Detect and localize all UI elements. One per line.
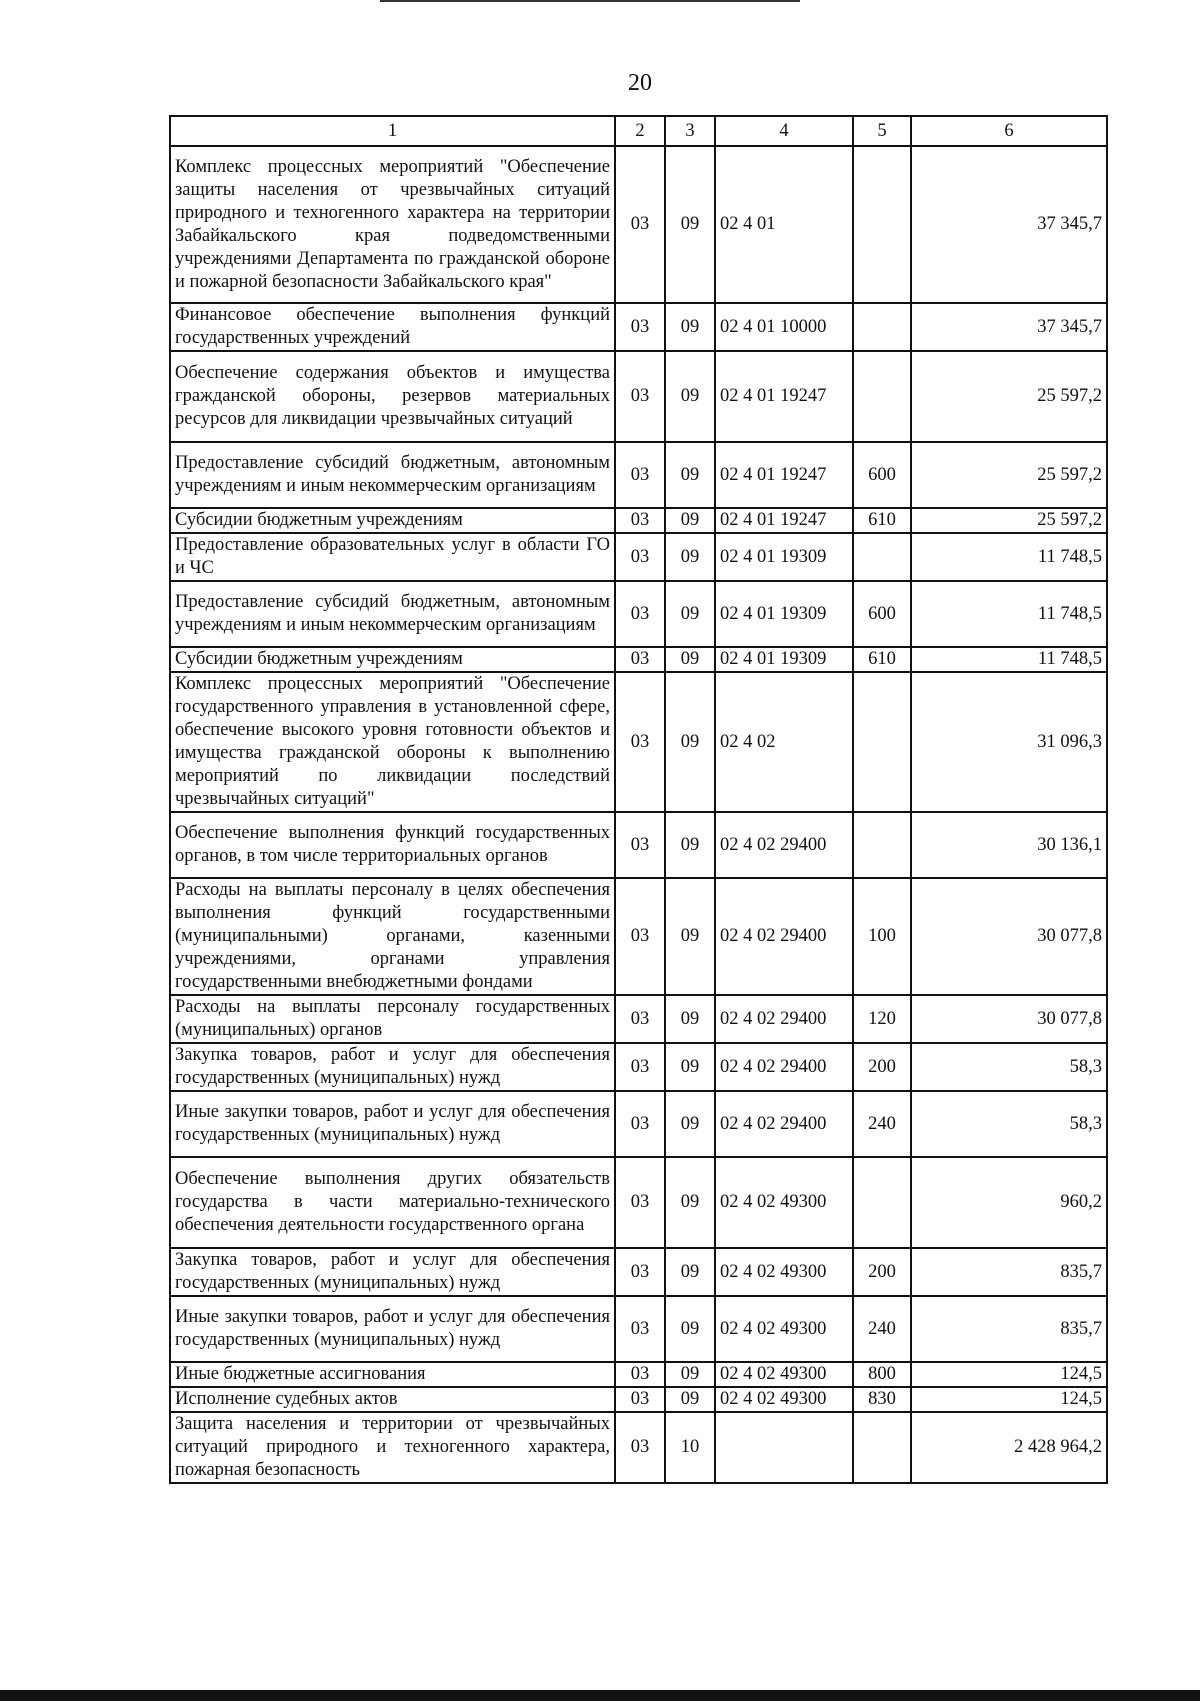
row-subsection: 09 — [665, 533, 715, 581]
row-name: Комплекс процессных мероприятий "Обеспечение государственного управления в установленной сфере, обеспечение высокого уровня готовности объектов и имущества гражданской обороны к выполнению мероприятий по ликвидации последствий чрезвычайных ситуаций" — [170, 672, 615, 812]
row-expense-type: 610 — [853, 508, 911, 533]
row-target-code: 02 4 01 19309 — [715, 581, 853, 647]
row-section: 03 — [615, 1362, 665, 1387]
row-target-code: 02 4 02 49300 — [715, 1248, 853, 1296]
row-amount: 25 597,2 — [911, 508, 1107, 533]
table-row — [170, 1362, 1107, 1387]
table-row — [170, 812, 1107, 878]
row-section: 03 — [615, 146, 665, 303]
row-section: 03 — [615, 533, 665, 581]
row-subsection: 09 — [665, 1362, 715, 1387]
col-header-2: 2 — [615, 116, 665, 146]
row-target-code: 02 4 02 29400 — [715, 1043, 853, 1091]
row-name: Обеспечение содержания объектов и имущества гражданской обороны, резервов материальных ресурсов для ликвидации чрезвычайных ситуаций — [170, 351, 615, 442]
table-row — [170, 672, 1107, 812]
col-header-5: 5 — [853, 116, 911, 146]
row-amount: 835,7 — [911, 1296, 1107, 1362]
budget-table — [169, 115, 1108, 1484]
row-subsection: 09 — [665, 1387, 715, 1412]
row-subsection: 09 — [665, 146, 715, 303]
row-amount: 11 748,5 — [911, 533, 1107, 581]
row-section: 03 — [615, 1157, 665, 1248]
row-expense-type: 600 — [853, 442, 911, 508]
row-target-code: 02 4 01 — [715, 146, 853, 303]
row-name: Обеспечение выполнения функций государственных органов, в том числе территориальных органов — [170, 812, 615, 878]
table-row — [170, 1387, 1107, 1412]
row-target-code: 02 4 02 49300 — [715, 1387, 853, 1412]
row-section: 03 — [615, 672, 665, 812]
row-subsection: 09 — [665, 442, 715, 508]
row-section: 03 — [615, 1412, 665, 1483]
row-name: Иные закупки товаров, работ и услуг для обеспечения государственных (муниципальных) нужд — [170, 1296, 615, 1362]
table-row — [170, 1157, 1107, 1248]
row-amount: 58,3 — [911, 1043, 1107, 1091]
row-target-code: 02 4 02 29400 — [715, 878, 853, 995]
row-section: 03 — [615, 812, 665, 878]
row-target-code: 02 4 02 49300 — [715, 1296, 853, 1362]
table-row — [170, 581, 1107, 647]
row-section: 03 — [615, 1248, 665, 1296]
row-section: 03 — [615, 351, 665, 442]
row-section: 03 — [615, 1387, 665, 1412]
table-row — [170, 1043, 1107, 1091]
table-header-row — [170, 116, 1107, 146]
col-header-4: 4 — [715, 116, 853, 146]
row-expense-type — [853, 812, 911, 878]
row-amount: 25 597,2 — [911, 351, 1107, 442]
row-subsection: 09 — [665, 581, 715, 647]
row-section: 03 — [615, 1043, 665, 1091]
row-expense-type: 100 — [853, 878, 911, 995]
table-row — [170, 1296, 1107, 1362]
row-subsection: 09 — [665, 1043, 715, 1091]
row-amount: 835,7 — [911, 1248, 1107, 1296]
row-section: 03 — [615, 878, 665, 995]
row-name: Закупка товаров, работ и услуг для обеспечения государственных (муниципальных) нужд — [170, 1248, 615, 1296]
table-row — [170, 1091, 1107, 1157]
table-row — [170, 1248, 1107, 1296]
row-name: Комплекс процессных мероприятий "Обеспечение защиты населения от чрезвычайных ситуаций природного и техногенного характера на территории Забайкальского края подведомственными учреждениями Департамента по гражданской обороне и пожарной безопасности Забайкальского края" — [170, 146, 615, 303]
row-expense-type: 610 — [853, 647, 911, 672]
table-row — [170, 442, 1107, 508]
row-subsection: 09 — [665, 812, 715, 878]
row-subsection: 09 — [665, 1248, 715, 1296]
row-section: 03 — [615, 581, 665, 647]
row-expense-type: 240 — [853, 1091, 911, 1157]
scan-top-rule — [380, 0, 800, 2]
row-expense-type — [853, 1157, 911, 1248]
row-amount: 30 136,1 — [911, 812, 1107, 878]
row-amount: 31 096,3 — [911, 672, 1107, 812]
row-subsection: 09 — [665, 672, 715, 812]
row-name: Предоставление образовательных услуг в области ГО и ЧС — [170, 533, 615, 581]
row-name: Закупка товаров, работ и услуг для обеспечения государственных (муниципальных) нужд — [170, 1043, 615, 1091]
row-target-code: 02 4 01 19247 — [715, 508, 853, 533]
col-header-1: 1 — [170, 116, 615, 146]
row-expense-type — [853, 146, 911, 303]
row-expense-type: 240 — [853, 1296, 911, 1362]
row-subsection: 09 — [665, 1157, 715, 1248]
row-section: 03 — [615, 442, 665, 508]
row-target-code: 02 4 01 10000 — [715, 303, 853, 351]
row-target-code: 02 4 02 29400 — [715, 812, 853, 878]
row-amount: 37 345,7 — [911, 146, 1107, 303]
table-row — [170, 878, 1107, 995]
row-section: 03 — [615, 647, 665, 672]
row-target-code: 02 4 02 49300 — [715, 1157, 853, 1248]
row-name: Субсидии бюджетным учреждениям — [170, 508, 615, 533]
row-subsection: 09 — [665, 995, 715, 1043]
table-row — [170, 995, 1107, 1043]
row-section: 03 — [615, 1091, 665, 1157]
row-subsection: 09 — [665, 508, 715, 533]
row-target-code: 02 4 02 49300 — [715, 1362, 853, 1387]
row-expense-type: 120 — [853, 995, 911, 1043]
row-amount: 2 428 964,2 — [911, 1412, 1107, 1483]
row-name: Расходы на выплаты персоналу государственных (муниципальных) органов — [170, 995, 615, 1043]
scan-bottom-border — [0, 1690, 1200, 1701]
row-target-code: 02 4 01 19309 — [715, 647, 853, 672]
table-row — [170, 146, 1107, 303]
row-amount: 30 077,8 — [911, 878, 1107, 995]
table-row — [170, 533, 1107, 581]
row-name: Иные закупки товаров, работ и услуг для обеспечения государственных (муниципальных) нужд — [170, 1091, 615, 1157]
row-expense-type: 830 — [853, 1387, 911, 1412]
row-expense-type: 800 — [853, 1362, 911, 1387]
row-expense-type — [853, 303, 911, 351]
row-subsection: 09 — [665, 1091, 715, 1157]
table-row — [170, 508, 1107, 533]
row-subsection: 09 — [665, 878, 715, 995]
row-name: Субсидии бюджетным учреждениям — [170, 647, 615, 672]
row-expense-type — [853, 672, 911, 812]
row-amount: 58,3 — [911, 1091, 1107, 1157]
row-subsection: 09 — [665, 1296, 715, 1362]
row-subsection: 10 — [665, 1412, 715, 1483]
row-subsection: 09 — [665, 351, 715, 442]
page-number: 20 — [628, 70, 652, 96]
table-row — [170, 351, 1107, 442]
table-row — [170, 303, 1107, 351]
row-section: 03 — [615, 995, 665, 1043]
row-expense-type: 200 — [853, 1043, 911, 1091]
row-name: Предоставление субсидий бюджетным, автономным учреждениям и иным некоммерческим организациям — [170, 581, 615, 647]
col-header-6: 6 — [911, 116, 1107, 146]
row-section: 03 — [615, 1296, 665, 1362]
table-row — [170, 1412, 1107, 1483]
row-name: Иные бюджетные ассигнования — [170, 1362, 615, 1387]
row-target-code: 02 4 02 — [715, 672, 853, 812]
row-target-code: 02 4 01 19309 — [715, 533, 853, 581]
row-section: 03 — [615, 303, 665, 351]
row-target-code: 02 4 02 29400 — [715, 995, 853, 1043]
row-expense-type: 600 — [853, 581, 911, 647]
row-expense-type — [853, 1412, 911, 1483]
row-expense-type — [853, 351, 911, 442]
row-amount: 124,5 — [911, 1387, 1107, 1412]
row-amount: 960,2 — [911, 1157, 1107, 1248]
row-amount: 37 345,7 — [911, 303, 1107, 351]
row-name: Исполнение судебных актов — [170, 1387, 615, 1412]
row-target-code: 02 4 01 19247 — [715, 351, 853, 442]
row-amount: 124,5 — [911, 1362, 1107, 1387]
row-target-code: 02 4 01 19247 — [715, 442, 853, 508]
row-amount: 30 077,8 — [911, 995, 1107, 1043]
row-name: Финансовое обеспечение выполнения функций государственных учреждений — [170, 303, 615, 351]
row-section: 03 — [615, 508, 665, 533]
row-subsection: 09 — [665, 647, 715, 672]
row-target-code: 02 4 02 29400 — [715, 1091, 853, 1157]
row-target-code — [715, 1412, 853, 1483]
row-name: Обеспечение выполнения других обязательств государства в части материально-технического обеспечения деятельности государственного органа — [170, 1157, 615, 1248]
row-expense-type: 200 — [853, 1248, 911, 1296]
row-amount: 11 748,5 — [911, 647, 1107, 672]
table-row — [170, 647, 1107, 672]
row-name: Расходы на выплаты персоналу в целях обеспечения выполнения функций государственными (муниципальными) органами, казенными учреждениями, органами управления государственными внебюджетными фондами — [170, 878, 615, 995]
col-header-3: 3 — [665, 116, 715, 146]
row-name: Предоставление субсидий бюджетным, автономным учреждениям и иным некоммерческим организациям — [170, 442, 615, 508]
row-name: Защита населения и территории от чрезвычайных ситуаций природного и техногенного характера, пожарная безопасность — [170, 1412, 615, 1483]
row-amount: 25 597,2 — [911, 442, 1107, 508]
row-amount: 11 748,5 — [911, 581, 1107, 647]
row-expense-type — [853, 533, 911, 581]
row-subsection: 09 — [665, 303, 715, 351]
